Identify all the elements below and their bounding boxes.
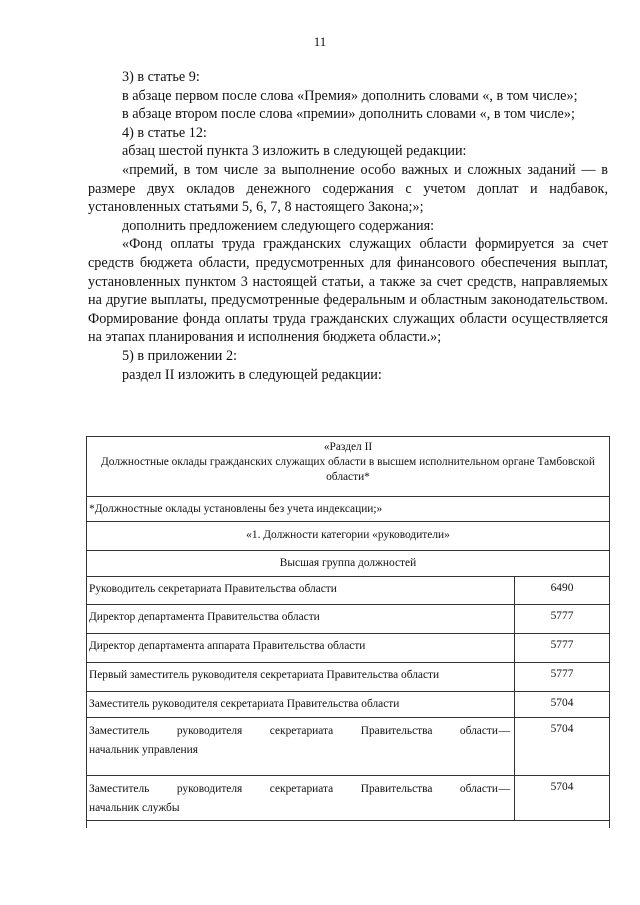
salary-cell: 5777: [550, 610, 574, 622]
section-label: «Раздел II: [323, 441, 373, 453]
footnote: *Должностные оклады установлены без учета индексации;»: [87, 497, 609, 522]
page-number: 11: [313, 34, 327, 49]
document-body: [88, 68, 608, 384]
table-row: [87, 776, 609, 821]
position-line: Заместитель руководителя секретариата Правительства области —: [89, 722, 510, 741]
paragraph: 5) в приложении 2:: [122, 347, 237, 364]
paragraph: дополнить предложением следующего содержания:: [122, 217, 435, 234]
salary-cell: 5704: [550, 697, 574, 709]
salary-cell: 5704: [550, 723, 574, 735]
salary-cell: 5777: [550, 639, 574, 651]
paragraph: в абзаце первом после слова «Премия» дополнить словами «, в том числе»;: [122, 87, 578, 104]
table-row: [87, 692, 609, 718]
salary-table: [86, 436, 610, 828]
position-cell: [87, 718, 515, 775]
paragraph: 4) в статье 12:: [122, 124, 207, 141]
table-header: [87, 437, 609, 497]
table-row: [87, 577, 609, 605]
position-cell: Директор департамента Правительства области: [87, 605, 515, 633]
dash: —: [498, 783, 510, 795]
salary-cell: 5704: [550, 781, 574, 793]
position-line: начальник управления: [89, 744, 198, 756]
position-cell: [87, 776, 515, 820]
position-cell: Первый заместитель руководителя секретариата Правительства области: [87, 663, 515, 691]
table-row: [87, 718, 609, 776]
category-heading: «1. Должности категории «руководители»: [87, 522, 609, 551]
paragraph: раздел II изложить в следующей редакции:: [122, 366, 382, 383]
position-cell: Заместитель руководителя секретариата Правительства области: [87, 692, 515, 717]
section-title: Должностные оклады гражданских служащих области в высшем исполнительном органе Тамбовской области*: [101, 456, 595, 483]
salary-cell: 6490: [550, 582, 574, 594]
position-cell: Директор департамента аппарата Правительства области: [87, 634, 515, 662]
table-row: [87, 605, 609, 634]
paragraph: абзац шестой пункта 3 изложить в следующей редакции:: [122, 143, 467, 160]
table-row: [87, 663, 609, 692]
paragraph: в абзаце втором после слова «премии» дополнить словами «, в том числе»;: [122, 106, 575, 123]
dash: —: [498, 725, 510, 737]
salary-cell: 5777: [550, 668, 574, 680]
table-row: [87, 634, 609, 663]
position-line: Заместитель руководителя секретариата Правительства области —: [89, 780, 510, 799]
paragraph: «Фонд оплаты труда гражданских служащих области формируется за счет средств бюджета области, предусмотренных для финансового обеспечения выплат, установленных пунктом 3 настоящей статьи, а также за счет средств, направляемых на другие выплаты, предусмотренные федеральным и областным законодательством. Формирование фонда оплаты труда гражданских служащих области осуществляется на этапах планирования и исполнения бюджета области.»;: [88, 236, 608, 346]
group-heading: Высшая группа должностей: [87, 551, 609, 577]
position-line: начальник службы: [89, 802, 180, 814]
paragraph: «премий, в том числе за выполнение особо важных и сложных заданий — в размере двух окладов денежного содержания с учетом доплат и надбавок, установленных статьями 5, 6, 7, 8 настоящего Закона;»;: [88, 161, 608, 216]
position-cell: Руководитель секретариата Правительства области: [87, 577, 515, 604]
paragraph: 3) в статье 9:: [122, 69, 200, 85]
